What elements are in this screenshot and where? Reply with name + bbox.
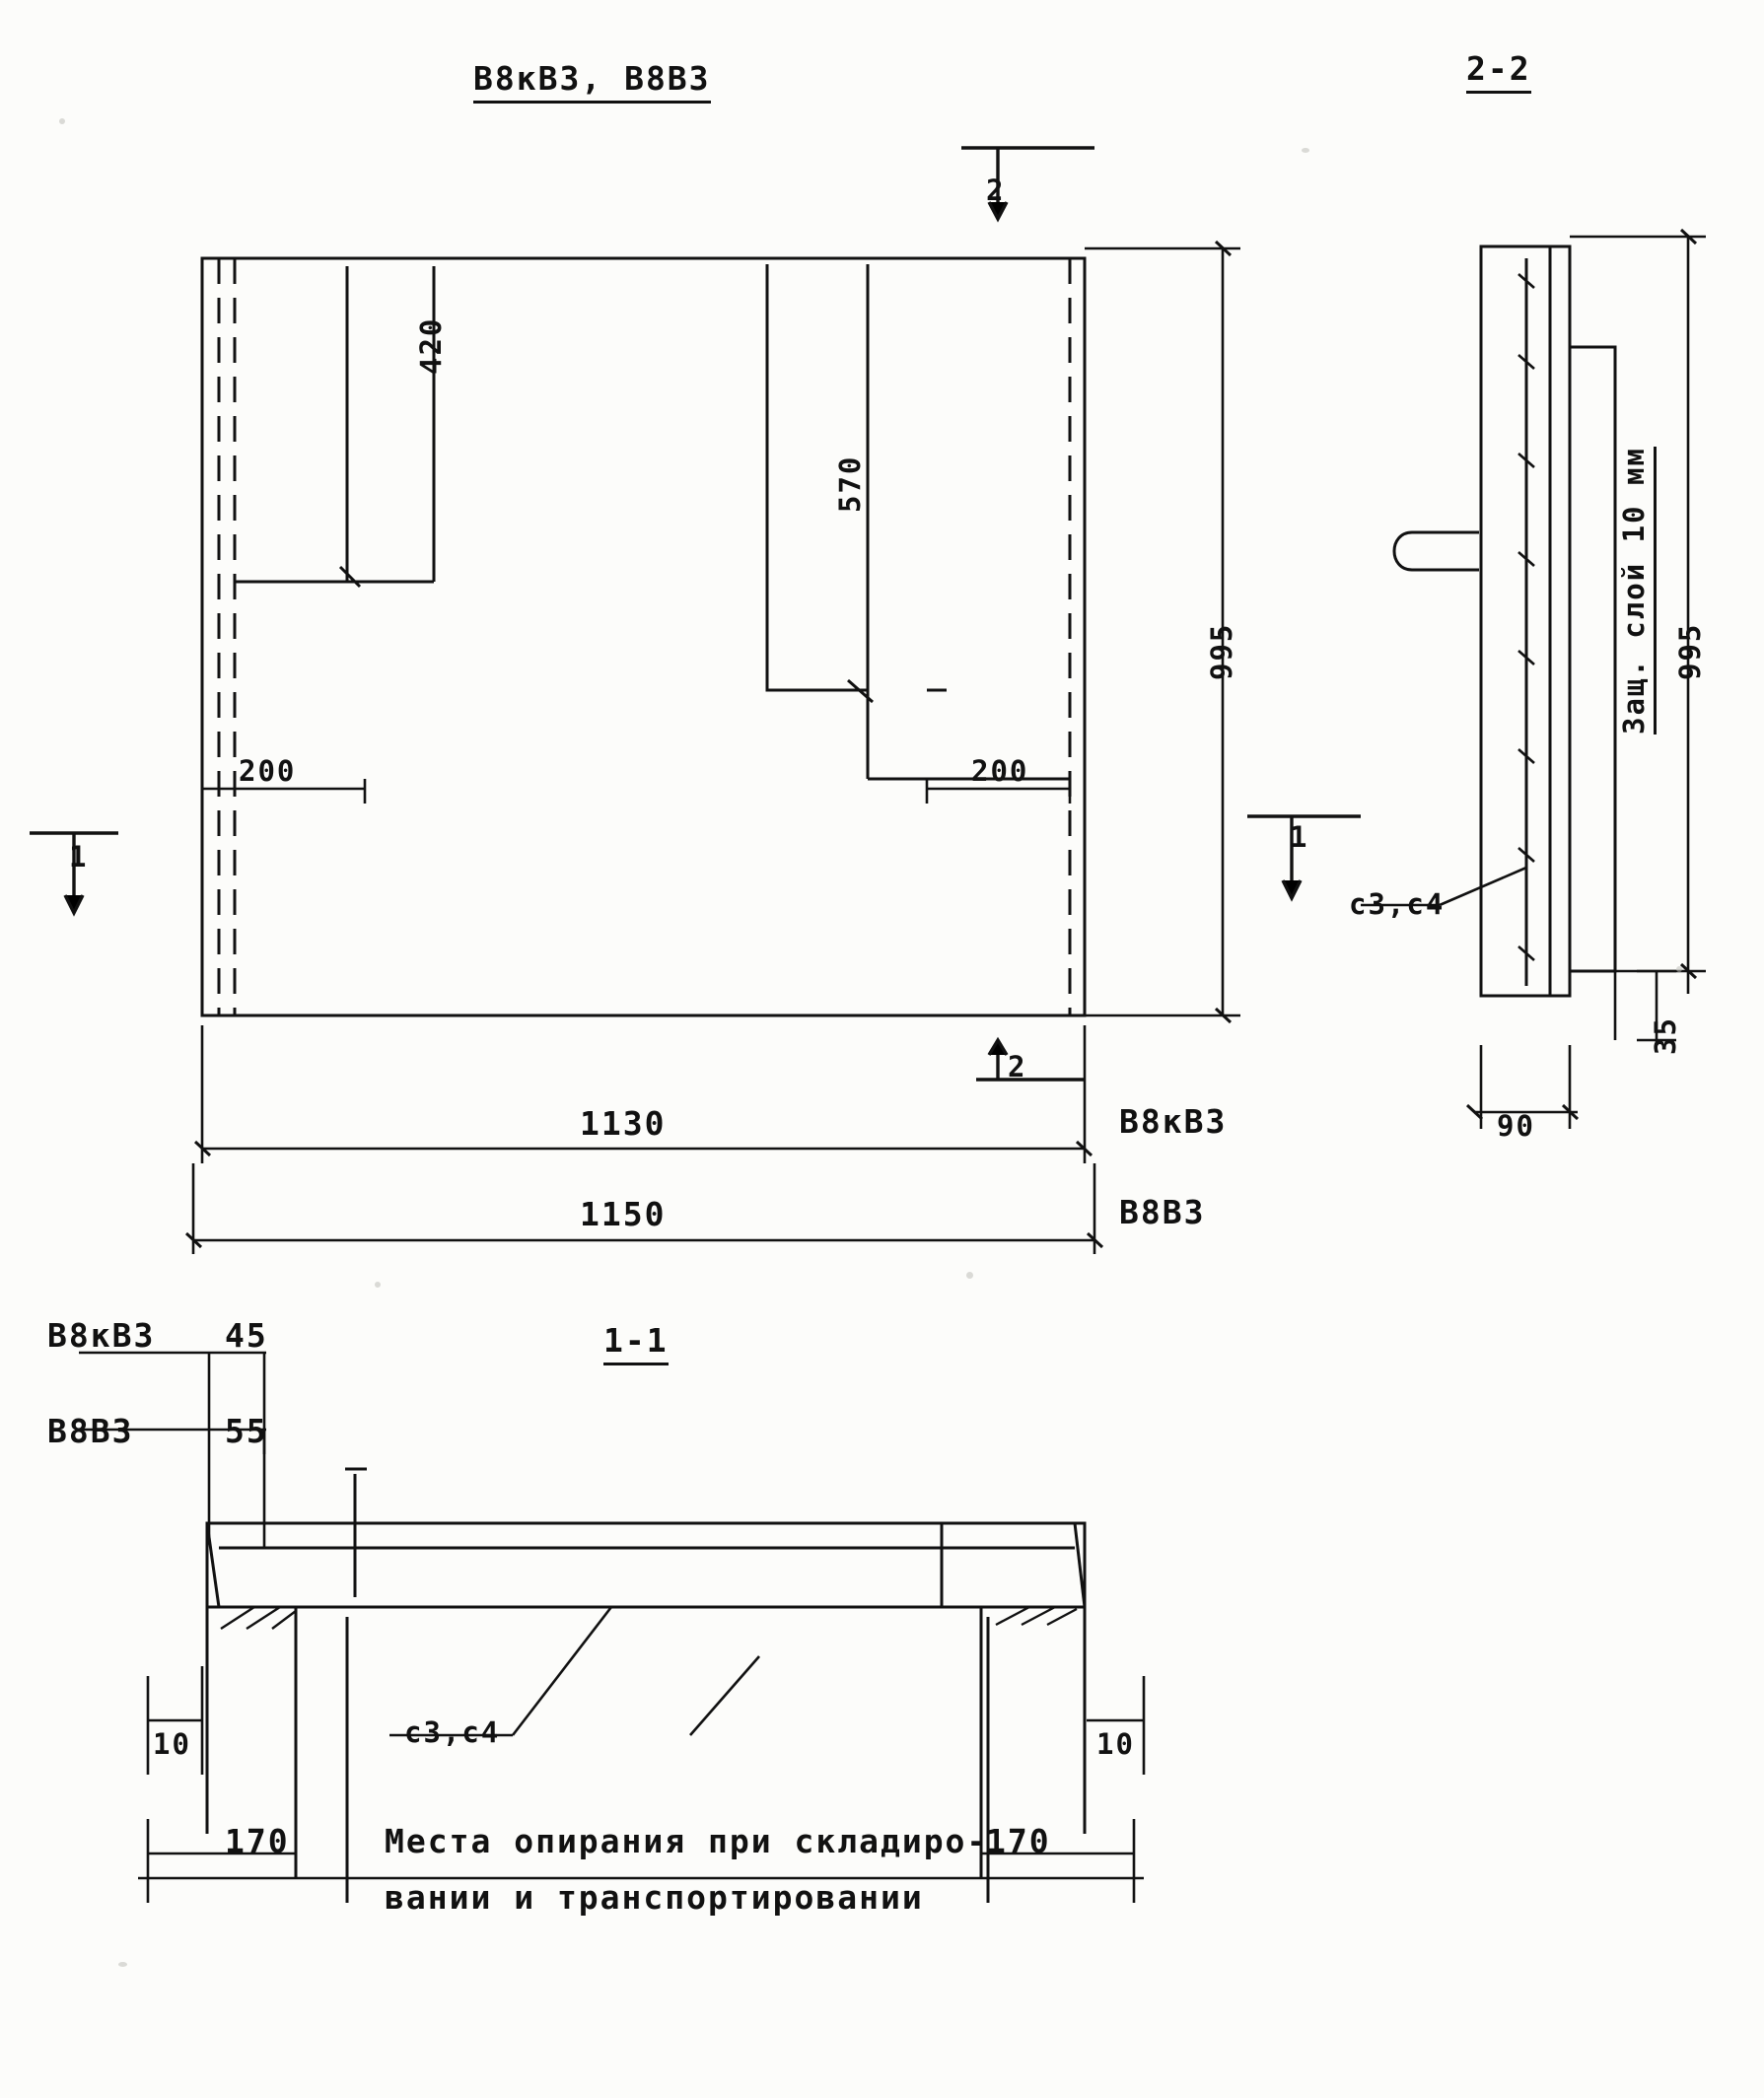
scan-speck: [1302, 148, 1309, 153]
scan-speck: [375, 1282, 381, 1288]
section-mark-2-top: 2: [986, 174, 1006, 207]
section-mark-1-right: 1: [1290, 820, 1309, 854]
dim-170-left: 170: [225, 1822, 290, 1860]
scan-speck: [1676, 966, 1682, 972]
note-protect-layer: Защ. слой 10 мм: [1617, 447, 1657, 734]
scan-speck: [966, 1272, 973, 1279]
dim-10-left: 10: [153, 1727, 191, 1761]
dim-170-right: 170: [986, 1822, 1051, 1860]
mark-45-label: В8кВ3: [47, 1316, 156, 1355]
dim-1150: 1150: [570, 1195, 675, 1233]
plan-view-title: В8кВ3, В8В3: [473, 59, 711, 104]
section-1-1-title: 1-1: [603, 1321, 669, 1365]
scan-speck: [118, 1962, 127, 1967]
dim-10-right: 10: [1096, 1727, 1135, 1761]
label-1130-mark: В8кВ3: [1119, 1102, 1228, 1141]
section-mark-2-bottom: 2: [1008, 1050, 1027, 1084]
dim-995-section: 995: [1673, 622, 1707, 680]
dim-200-left: 200: [239, 754, 297, 788]
dim-420: 420: [414, 316, 448, 375]
dim-55: 55: [225, 1412, 268, 1450]
dim-570: 570: [833, 455, 867, 513]
dim-1130: 1130: [570, 1104, 675, 1143]
dim-995-plan: 995: [1205, 622, 1238, 680]
dim-45: 45: [225, 1316, 268, 1355]
bars-label-section-2-2: с3,с4: [1349, 887, 1446, 921]
bearing-note-line1: Места опирания при складиро-: [385, 1822, 989, 1860]
bars-label-section-1-1: с3,с4: [404, 1715, 501, 1749]
mark-55-label: В8В3: [47, 1412, 134, 1450]
section-2-2-title: 2-2: [1466, 49, 1531, 94]
dim-200-right: 200: [971, 754, 1029, 788]
bearing-note-line2: вании и транспортировании: [385, 1878, 924, 1917]
dim-35: 35: [1649, 1016, 1682, 1055]
section-mark-1-left: 1: [69, 840, 89, 874]
scan-speck: [59, 118, 65, 124]
dim-90: 90: [1497, 1109, 1535, 1143]
label-1150-mark: В8В3: [1119, 1193, 1206, 1231]
